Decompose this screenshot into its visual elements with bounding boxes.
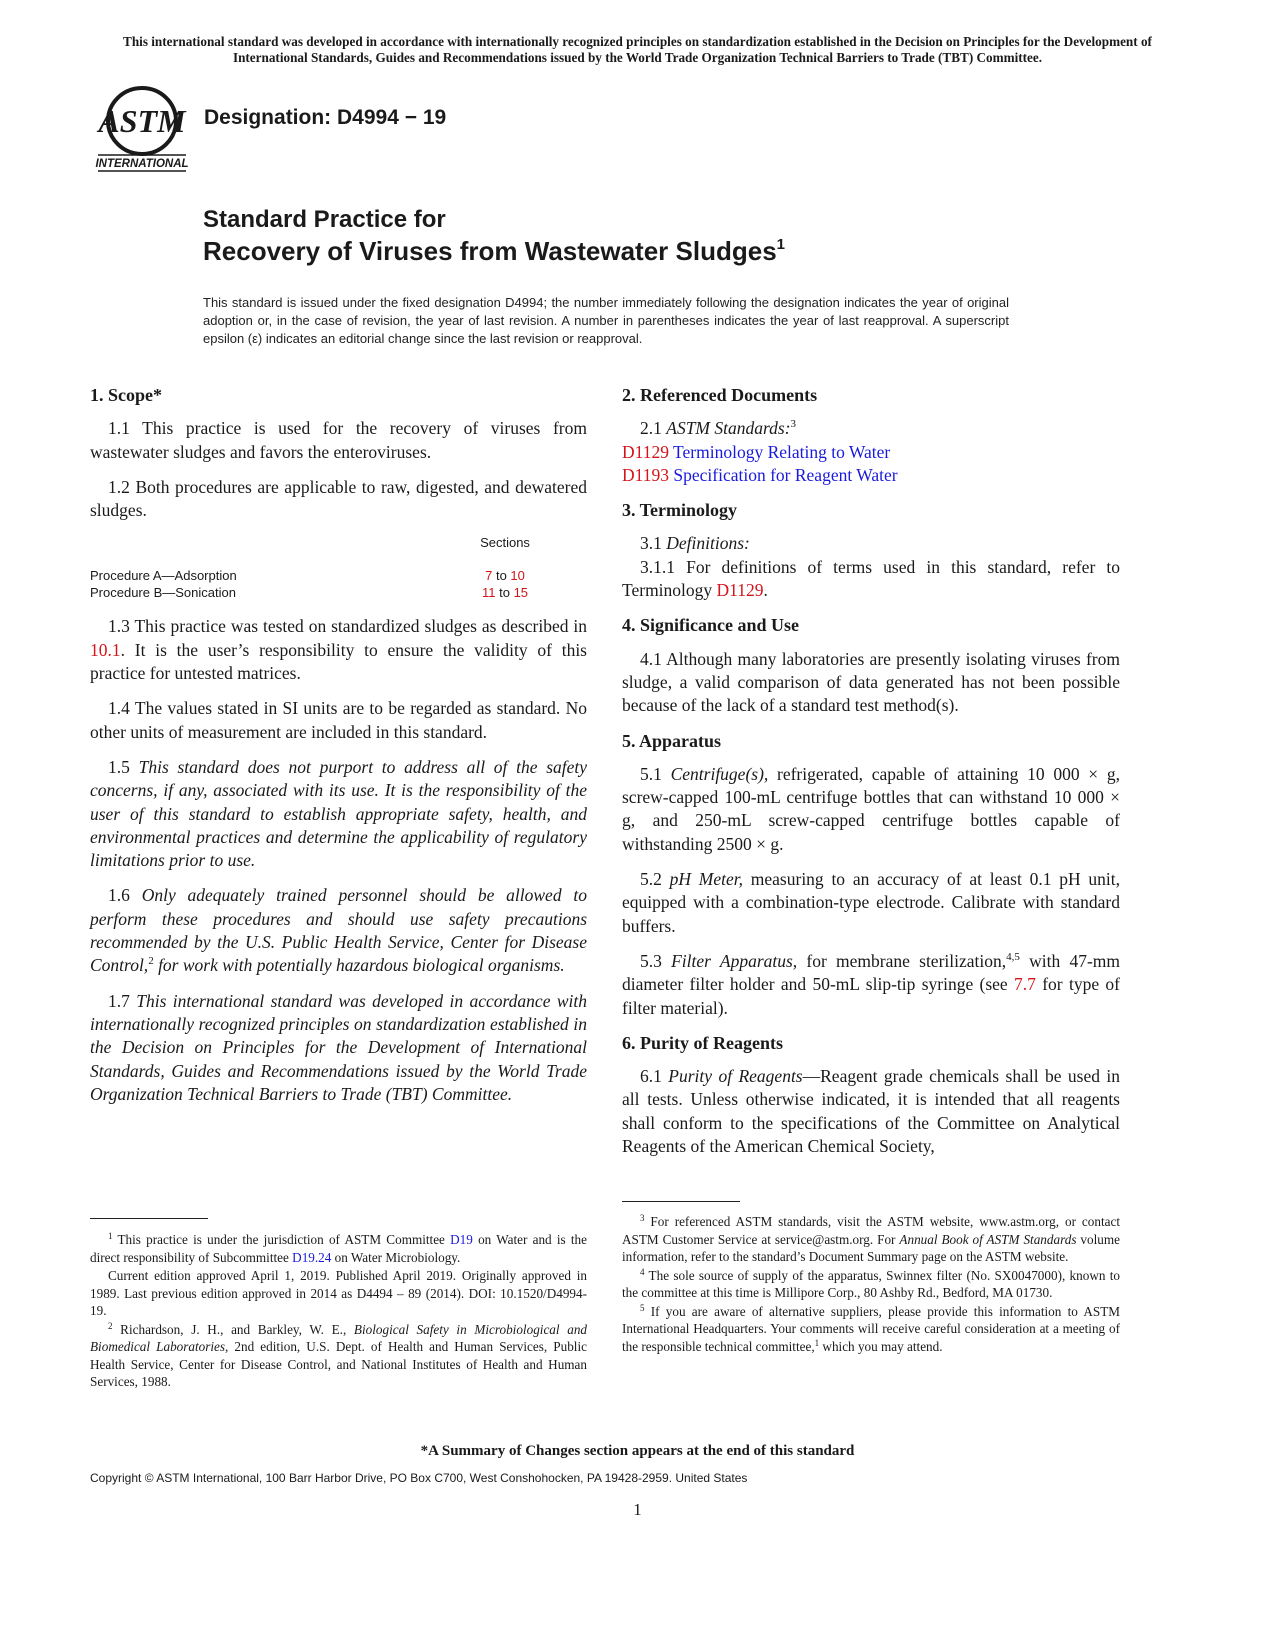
sections-table	[90, 534, 587, 601]
paragraph-1-4: 1.4 The values stated in SI units are to be regarded as standard. No other units of measurement are included in this standard.	[90, 698, 587, 742]
footnote-mark: 1	[108, 1231, 113, 1241]
book-title: Biological Safety in Microbiological and Biomedical Laboratories	[90, 1321, 588, 1354]
text: .	[763, 580, 768, 601]
footnote-mark: 1	[814, 1337, 820, 1348]
paragraph-3-1	[622, 532, 1120, 555]
table-row	[90, 584, 587, 601]
text: . It is the user’s responsibility to ensure the validity of this practice for untested matrices.	[90, 639, 587, 684]
significance-heading: 4. Significance and Use	[622, 615, 800, 636]
text: on Water and is the direct responsibility of Subcommittee	[90, 1232, 587, 1265]
paragraph-1-6	[90, 884, 587, 977]
footnote-mark: 2	[148, 955, 154, 968]
section-link-10-1[interactable]: 10.1	[90, 639, 121, 660]
term: Filter Apparatus,	[671, 950, 798, 971]
footnotes-left	[90, 1231, 587, 1392]
paragraph-1-2: 1.2 Both procedures are applicable to raw, digested, and dewatered sludges.	[90, 476, 587, 521]
range-word: to	[499, 585, 510, 601]
footnote-3	[622, 1213, 1120, 1266]
doc-title[interactable]: Specification for Reagent Water	[669, 464, 898, 485]
table-row	[90, 567, 587, 584]
paragraph-1-7	[90, 990, 587, 1106]
text: refrigerated, capable of attaining 10 000 × g, screw-capped 100-mL centrifuge bottles that can withstand 10 000 × g, and 250-mL screw-capped centrifuge bottles capable of withstanding 2500 × g.	[622, 763, 1120, 854]
footnote-mark: 2	[108, 1320, 113, 1331]
apparatus-heading: 5. Apparatus	[622, 730, 722, 751]
paragraph-1-1: 1.1 This practice is used for the recovery of viruses from wastewater sludges and favors the enteroviruses.	[90, 418, 587, 462]
subcommittee-link-d19-24[interactable]: D19.24	[292, 1249, 332, 1265]
title-line-1: Standard Practice for	[203, 206, 446, 233]
footnote-mark: 5	[640, 1302, 645, 1313]
sections-header: Sections	[480, 535, 530, 551]
right-column	[622, 384, 1120, 1170]
range-word: to	[495, 568, 507, 584]
text: ASTM Standards:	[666, 418, 791, 439]
paragraph-number: 2.1	[640, 418, 667, 439]
text: Richardson, J. H., and Barkley, W. E.,	[112, 1321, 354, 1337]
footnote-4	[622, 1267, 1120, 1302]
page-number: 1	[633, 1500, 642, 1519]
section-link[interactable]: 11	[481, 585, 496, 601]
footnote-rule-right	[622, 1201, 740, 1202]
document-title	[203, 205, 785, 267]
paragraph-number: 1.5	[108, 756, 139, 777]
doc-title[interactable]: Terminology Relating to Water	[669, 441, 891, 462]
text: measuring to an accuracy of at least 0.1 pH unit, equipped with a combination-type electrode. Calibrate with standard buffers.	[622, 869, 1120, 936]
footnote-5	[622, 1303, 1120, 1356]
referenced-doc[interactable]	[622, 464, 1120, 487]
designation: Designation: D4994 − 19	[204, 106, 447, 129]
paragraph-number: 5.3	[640, 950, 672, 971]
text: The sole source of supply of the apparatus, Swinnex filter (No. SX0047000), known to the committee at this time is Millipore Corp., 80 Ashby Rd., Bedford, MA 01730.	[622, 1267, 1120, 1300]
paragraph-1-3	[90, 615, 587, 685]
text: on Water Microbiology.	[331, 1249, 461, 1265]
referenced-doc[interactable]	[622, 441, 1120, 464]
doc-link-d1129[interactable]: D1129	[716, 580, 764, 601]
text: This standard does not purport to address all of the safety concerns, if any, associated with its use. It is the responsibility of the user of this standard to establish appropriate safety, health, and environmental practices and determine the applicability of regulatory limitations prior to use.	[90, 756, 588, 871]
text: This international standard was developed in accordance with internationally recognized principles on standardization established in the Decision on Principles for the Development of International Standards, Guides and Recommendations issued by the World Trade Organization Technical Barriers to Trade (TBT) Committee.	[90, 990, 588, 1104]
text: for membrane sterilization,	[797, 950, 1007, 971]
paragraph-3-1-1	[622, 556, 1120, 603]
text: volume information, refer to the standard’s Document Summary page on the ASTM website.	[622, 1231, 1120, 1264]
text: This practice is under the jurisdiction of ASTM Committee	[112, 1232, 451, 1247]
paragraph-5-3	[622, 950, 1120, 1020]
left-column	[90, 384, 587, 1118]
terminology-heading: 3. Terminology	[622, 500, 738, 521]
section-link-7-7[interactable]: 7.7	[1014, 974, 1036, 995]
paragraph-5-1	[622, 763, 1120, 856]
section-link[interactable]: 15	[513, 585, 529, 601]
footnote-mark: 3	[640, 1213, 645, 1223]
text: for work with potentially hazardous biological organisms.	[153, 955, 565, 976]
title-footnote-mark: 1	[776, 236, 785, 253]
purity-heading: 6. Purity of Reagents	[622, 1032, 783, 1053]
paragraph-1-5	[90, 756, 587, 872]
book-title: Annual Book of ASTM Standards	[899, 1231, 1077, 1247]
committee-link-d19[interactable]: D19	[450, 1232, 473, 1247]
logo-subtext: INTERNATIONAL	[95, 158, 189, 170]
text: 3.1.1 For definitions of terms used in this standard, refer to Terminology	[622, 556, 1120, 601]
scope-heading: 1. Scope*	[90, 385, 162, 405]
section-link[interactable]: 7	[485, 568, 493, 584]
text: with 47-mm diameter filter holder and 50-mL slip-tip syringe (see	[622, 950, 1120, 995]
footnote-2	[90, 1321, 587, 1391]
procedure-name: Procedure B—Sonication	[90, 585, 236, 601]
footnote-1-edition: Current edition approved April 1, 2019. Published April 2019. Originally approved in 1989. Last previous edition approved in 2014 as D4494 – 89 (2014). DOI: 10.1520/D4994-19.	[90, 1268, 587, 1318]
text: , 2nd edition, U.S. Dept. of Health and Human Services, Public Health Service, Center for Disease Control, and National Institutes of Health and Human Services, 1988.	[90, 1339, 587, 1389]
text: If you are aware of alternative suppliers, please provide this information to ASTM International Headquarters. Your comments will receive careful consideration at a meeting of the responsible technical committee,	[622, 1303, 1120, 1354]
text: Definitions:	[666, 533, 750, 554]
astm-logo-icon	[92, 83, 192, 175]
term: Centrifuge(s),	[670, 763, 769, 784]
footnote-rule-left	[90, 1218, 208, 1219]
section-link[interactable]: 10	[510, 568, 525, 584]
footnote-mark: 4	[640, 1266, 645, 1277]
footnote-mark: 4,5	[1006, 950, 1020, 963]
summary-of-changes-note: *A Summary of Changes section appears at the end of this standard	[420, 1443, 855, 1459]
doc-code[interactable]: D1129	[622, 441, 669, 462]
paragraph-2-1	[622, 417, 1120, 440]
footnote-mark: 3	[790, 418, 797, 431]
paragraph-number: 5.1	[640, 763, 671, 784]
paragraph-6-1	[622, 1065, 1120, 1158]
paragraph-number: 5.2	[640, 869, 670, 890]
footnotes-right	[622, 1213, 1120, 1356]
paragraph-5-2	[622, 868, 1120, 938]
term: Purity of Reagents	[668, 1066, 803, 1087]
text: For referenced ASTM standards, visit the ASTM website, www.astm.org, or contact ASTM Customer Service at service@astm.org. For	[622, 1214, 1120, 1247]
term: pH Meter,	[669, 869, 744, 890]
procedure-name: Procedure A—Adsorption	[90, 568, 237, 584]
referenced-heading: 2. Referenced Documents	[622, 385, 818, 405]
paragraph-number: 3.1	[640, 533, 667, 554]
logo-text: ASTM	[98, 103, 186, 139]
doc-code[interactable]: D1193	[622, 464, 669, 485]
title-line-2	[203, 235, 785, 267]
paragraph-4-1: 4.1 Although many laboratories are presently isolating viruses from sludge, a valid comparison of data generated has not been possible because of the lack of a standard test method(s).	[622, 648, 1120, 716]
top-notice: This international standard was developed in accordance with internationally recognized principles on standardization established in the Decision on Principles for the Development of International Standards, Guides and Recommendations issued by the World Trade Organization Technical Barriers to Trade (TBT) Committee.	[123, 34, 1152, 65]
text: which you may attend.	[819, 1338, 943, 1354]
copyright: Copyright © ASTM International, 100 Barr Harbor Drive, PO Box C700, West Conshohocken, PA 19428-2959. United States	[90, 1471, 748, 1485]
paragraph-number: 1.7	[108, 990, 137, 1011]
text: Only adequately trained personnel should be allowed to perform these procedures and should use safety precautions recommended by the U.S. Public Health Service, Center for Disease Control,	[90, 885, 588, 976]
paragraph-number: 6.1	[640, 1066, 669, 1087]
text: —Reagent grade chemicals shall be used in all tests. Unless otherwise indicated, it is intended that all reagents shall conform to the specifications of the Committee on Analytical Reagents of the American Chemical Society,	[622, 1066, 1120, 1157]
text: for type of filter material).	[622, 974, 1120, 1018]
astm-logo	[92, 83, 192, 175]
title-text: Recovery of Viruses from Wastewater Sludges	[203, 236, 777, 266]
text: 1.3 This practice was tested on standardized sludges as described in	[108, 616, 587, 637]
footnote-1	[90, 1231, 587, 1266]
issued-notice: This standard is issued under the fixed designation D4994; the number immediately following the designation indicates the year of original adoption or, in the case of revision, the year of last revision. A number in parentheses indicates the year of last reapproval. A superscript epsilon (ε) indicates an editorial change since the last revision or reapproval.	[203, 295, 1009, 346]
paragraph-number: 1.6	[108, 885, 142, 906]
